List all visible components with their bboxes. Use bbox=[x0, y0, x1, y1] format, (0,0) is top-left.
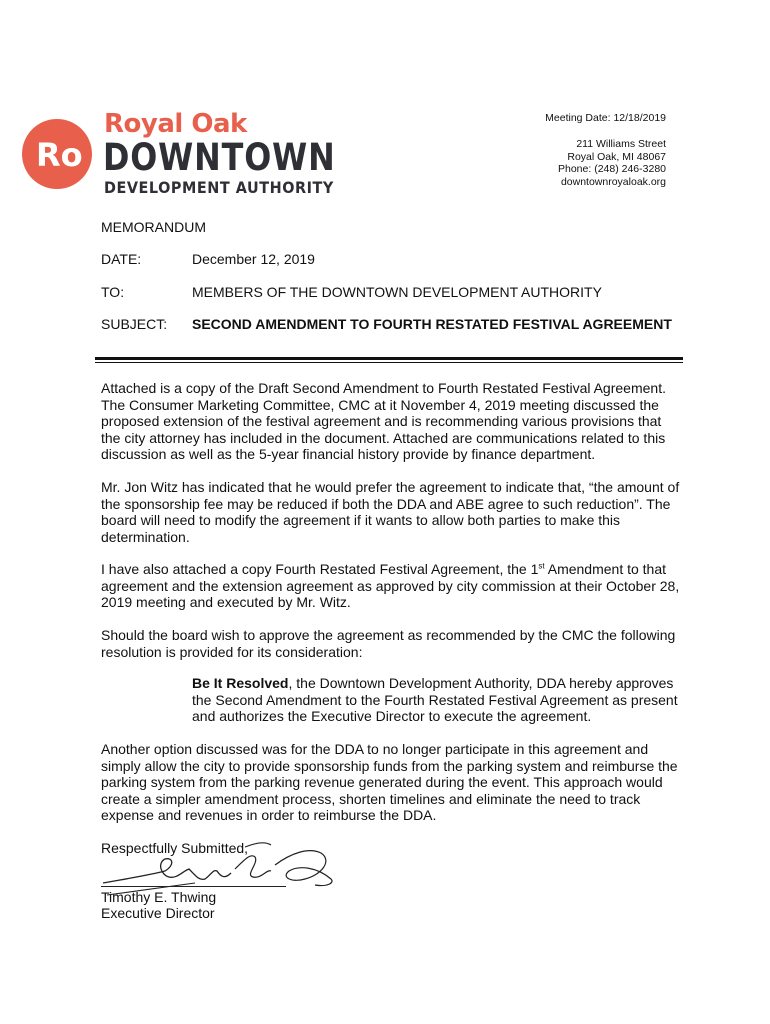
to-value: MEMBERS OF THE DOWNTOWN DEVELOPMENT AUTHORITY bbox=[192, 284, 602, 300]
logo-development-authority: DEVELOPMENT AUTHORITY bbox=[104, 178, 334, 197]
address-phone: Phone: (248) 246-3280 bbox=[558, 163, 666, 176]
date-value: December 12, 2019 bbox=[192, 251, 315, 267]
paragraph-2: Mr. Jon Witz has indicated that he would prefer the agreement to indicate that, “the amount of the sponsorship fee may be reduced if both the DDA and ABE agree to such reduction”. The board will need to modify the agreement if it wants to allow both parties to make this determination. bbox=[101, 479, 680, 545]
header-divider-thin bbox=[95, 362, 683, 363]
address-website[interactable]: downtownroyaloak.org bbox=[560, 175, 666, 188]
resolution: Be It Resolved, the Downtown Development Authority, DDA hereby approves the Second Amendment to the Fourth Restated Festival Agreement as present and authorizes the Executive Director to execute the agreement. bbox=[192, 675, 678, 725]
paragraph-4: Should the board wish to approve the agreement as recommended by the CMC the following resolution is provided for its consideration: bbox=[101, 627, 676, 660]
header-divider bbox=[95, 357, 683, 360]
salutation: Respectfully Submitted, bbox=[101, 840, 249, 856]
logo-downtown: DOWNTOWN bbox=[103, 136, 336, 179]
paragraph-5: Another option discussed was for the DDA to no longer participate in this agreement and simply allow the city to provide sponsorship funds from the parking system and reimburse the parking system from the parking revenue generated during the event. This approach would create a simpler amendment process, shorten timelines and eliminate the need to track expense and revenues in order to reimburse the DDA. bbox=[101, 741, 678, 824]
subject-value: SECOND AMENDMENT TO FOURTH RESTATED FESTIVAL AGREEMENT bbox=[192, 316, 672, 332]
logo-royal-oak: Royal Oak bbox=[104, 109, 247, 139]
to-label: TO: bbox=[101, 284, 125, 300]
logo-monogram-icon bbox=[22, 119, 92, 189]
address-block bbox=[558, 138, 666, 188]
address-street: 211 Williams Street bbox=[576, 138, 666, 150]
paragraph-3: I have also attached a copy Fourth Restated Festival Agreement, the 1st Amendment to that agreement and the extension agreement as approved by city commission at their October 28, 2019 meeting and executed by Mr. Witz. bbox=[101, 561, 680, 611]
meeting-date: Meeting Date: 12/18/2019 bbox=[545, 112, 666, 124]
memo-heading: MEMORANDUM bbox=[101, 219, 206, 235]
date-label: DATE: bbox=[101, 251, 142, 267]
resolution-lead: Be It Resolved bbox=[192, 675, 289, 691]
subject-label: SUBJECT: bbox=[101, 316, 168, 332]
paragraph-1: Attached is a copy of the Draft Second Amendment to Fourth Restated Festival Agreement. The Consumer Marketing Committee, CMC at it November 4, 2019 meeting discussed the proposed extension of the festival agreement and is recommending various provisions that the city attorney has included in the document. Attached are communications related to this discussion as well as the 5-year financial history provide by finance department. bbox=[101, 380, 666, 463]
signer-name: Timothy E. Thwing bbox=[101, 889, 217, 905]
address-city: Royal Oak, MI 48067 bbox=[567, 150, 666, 163]
signer-title: Executive Director bbox=[101, 905, 215, 921]
svg-text:Ro: Ro bbox=[36, 136, 83, 174]
